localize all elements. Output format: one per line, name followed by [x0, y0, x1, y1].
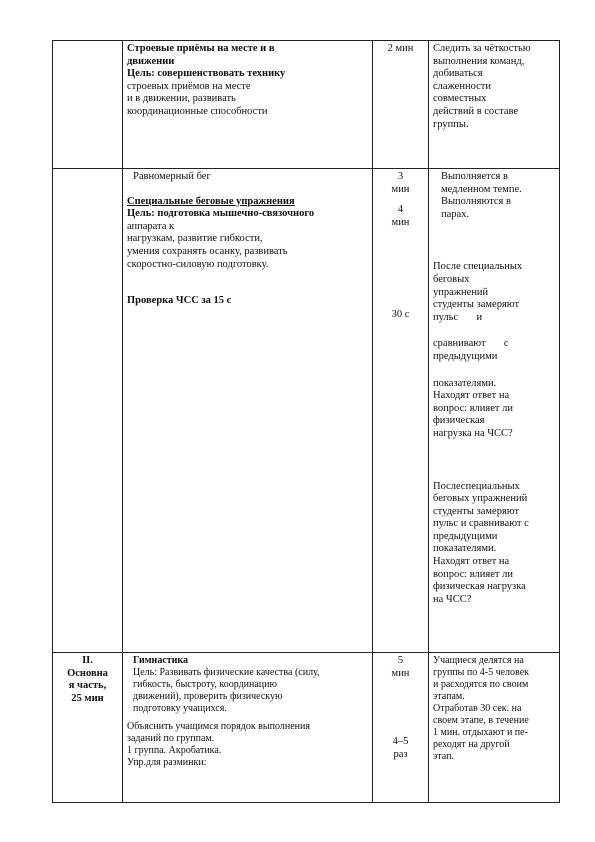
table-row: [53, 653, 560, 803]
post-hr-note-line: предыдущими: [433, 530, 498, 542]
content-cell: [123, 169, 373, 653]
hr-check-time: 30 с: [391, 309, 410, 321]
gymnastics-note-line: Учащиеся делятся на: [433, 655, 524, 666]
notes-cell: [429, 41, 560, 169]
time-cell: [373, 169, 429, 653]
drill-note-line: группы.: [433, 118, 469, 130]
special-goal-line: скоростно-силовую подготовку.: [127, 258, 269, 270]
hr-note-line: показателями.: [433, 377, 497, 389]
special-goal-line: нагрузкам, развитие гибкости,: [127, 233, 263, 245]
part-number: II.: [82, 655, 93, 666]
special-goal-line: Цель: подготовка мышечно-связочного: [127, 208, 315, 220]
run-note-line: медленном темпе.: [441, 183, 522, 195]
repeat-unit: раз: [393, 748, 408, 760]
content-cell: [123, 653, 373, 803]
drill-note-line: совместных: [433, 93, 487, 105]
drill-time: 2 мин: [387, 43, 414, 54]
post-hr-note-line: беговых упражнений: [433, 493, 528, 505]
gymnastics-note-line: этап.: [433, 751, 454, 762]
drill-note-line: слаженности: [433, 80, 491, 92]
post-hr-note-line: показателями.: [433, 543, 497, 555]
table-row: [53, 41, 560, 169]
time-cell: [373, 653, 429, 803]
run-time-value: 3: [397, 171, 404, 182]
gymnastics-note-line: группы по 4-5 человек: [433, 667, 529, 678]
hr-note-line: беговых: [433, 273, 470, 285]
drill-title-line: движении: [127, 55, 175, 67]
special-goal-line: аппарата к: [127, 220, 175, 232]
hr-note-line: пульс и: [433, 311, 483, 323]
notes-cell: [429, 169, 560, 653]
gymnastics-title: Гимнастика: [133, 655, 189, 666]
content-cell: [123, 41, 373, 169]
drill-note-line: выполнения команд,: [433, 55, 525, 67]
part-cell: [53, 169, 123, 653]
time-cell: [373, 41, 429, 169]
group-line: 1 группа. Акробатика.: [127, 745, 222, 756]
gymnastics-time-value: 5: [397, 655, 404, 666]
drill-goal-line: и в движении, развивать: [127, 93, 236, 105]
run-title: Равномерный бег: [133, 171, 211, 182]
hr-note-line: физическая: [433, 415, 485, 427]
special-time-value: 4: [397, 204, 404, 216]
gymnastics-note-line: реходят на другой: [433, 739, 510, 750]
run-note-line: Выполняется в: [441, 171, 508, 182]
post-hr-note-line: пульс и сравнивают с: [433, 518, 529, 530]
run-time-unit: мин: [391, 183, 410, 195]
gymnastics-goal-line: Цель: Развивать физические качества (силу,: [133, 667, 320, 678]
notes-cell: [429, 653, 560, 803]
hr-note-line: После специальных: [433, 261, 523, 273]
gymnastics-note-line: и расходятся по своим: [433, 679, 529, 690]
special-goal-line: умения сохранять осанку, развивать: [127, 245, 288, 257]
drill-note-line: действий в составе: [433, 105, 519, 117]
gymnastics-goal-line: гибкость, быстроту, координацию: [133, 679, 277, 690]
part-cell: [53, 653, 123, 803]
gymnastics-goal-line: движений), проверить физическую: [133, 691, 283, 702]
warmup-line: Упр.для разминки:: [127, 757, 207, 768]
hr-note-line: упражнений: [433, 286, 489, 298]
gymnastics-note-line: своем этапе, в течение: [433, 715, 529, 726]
hr-check-title: Проверка ЧСС за 15 с: [127, 295, 232, 307]
hr-note-line: сравнивают с: [433, 338, 509, 350]
post-hr-note-line: Находят ответ на: [433, 556, 510, 568]
drill-note-line: добиваться: [433, 68, 483, 80]
post-hr-note-line: физическая нагрузка: [433, 581, 526, 593]
post-hr-note-line: на ЧСС?: [433, 593, 472, 605]
hr-note-line: студенты замеряют: [433, 299, 520, 311]
part-cell: [53, 41, 123, 169]
special-exercises-title: Специальные беговые упражнения: [127, 195, 295, 207]
explain-line: Объяснить учащимся порядок выполнения: [127, 721, 310, 732]
drill-title-line: Строевые приёмы на месте и в: [127, 43, 275, 54]
gymnastics-time-unit: мин: [391, 667, 410, 679]
hr-note-line: Находят ответ на: [433, 390, 510, 402]
drill-note-line: Следить за чёткостью: [433, 43, 531, 54]
part-label: я часть,: [68, 680, 107, 692]
post-hr-note-line: студенты замеряют: [433, 505, 520, 517]
gymnastics-note-line: этапам.: [433, 691, 465, 702]
repeat-count: 4–5: [392, 736, 409, 748]
drill-goal-line: Цель: совершенствовать технику: [127, 68, 286, 80]
run-note-line: парах.: [441, 208, 470, 220]
lesson-plan-table: [52, 40, 560, 803]
special-time-unit: мин: [391, 216, 410, 228]
post-hr-note-line: Послеспециальных: [433, 480, 520, 492]
post-hr-note-line: вопрос: влияет ли: [433, 568, 513, 580]
hr-note-line: предыдущими: [433, 350, 498, 362]
gymnastics-note-line: 1 мин. отдыхают и пе-: [433, 727, 528, 738]
gymnastics-note-line: Отработав 30 сек. на: [433, 703, 522, 714]
drill-goal-line: координационные способности: [127, 105, 268, 117]
table-row: [53, 169, 560, 653]
explain-line: заданий по группам.: [127, 733, 215, 744]
part-label: Основна: [67, 667, 108, 679]
gymnastics-goal-line: подготовку учащихся.: [133, 703, 227, 714]
drill-goal-line: строевых приёмов на месте: [127, 80, 251, 92]
hr-note-line: вопрос: влияет ли: [433, 402, 513, 414]
part-duration: 25 мин: [71, 692, 104, 704]
hr-note-line: нагрузка на ЧСС?: [433, 427, 513, 439]
run-note-line: Выполняются в: [441, 196, 511, 208]
